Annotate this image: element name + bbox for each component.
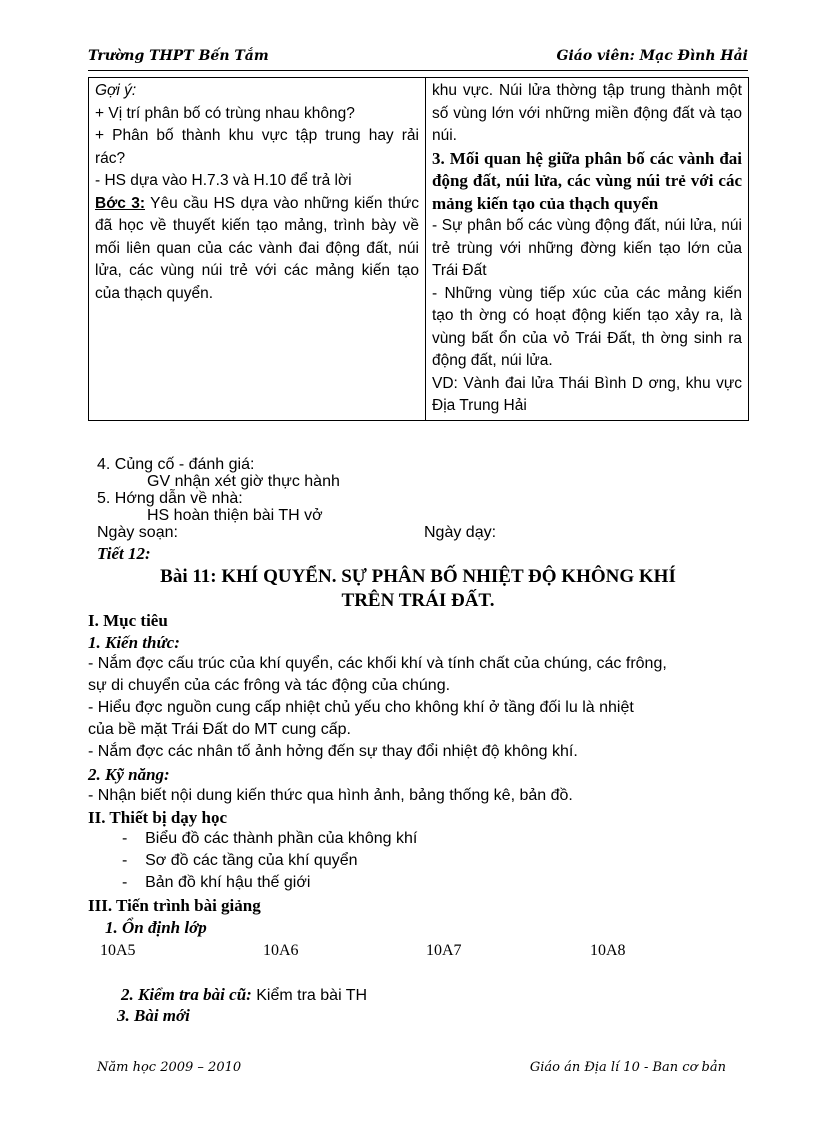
class-stabilization-heading: 1. Ổn định lớp bbox=[105, 918, 207, 937]
lesson-number: Bài 11: bbox=[160, 566, 217, 587]
content-paragraph: - Sự phân bố các vùng động đất, núi lửa, núi trẻ trùng với những đờng kiến tạo lớn của Trái Đất bbox=[432, 217, 742, 279]
consolidation-detail: GV nhận xét giờ thực hành bbox=[147, 473, 340, 490]
content-paragraph: - Những vùng tiếp xúc của các mảng kiến tạo th ờng có hoạt động kiến tạo xảy ra, là vùng bất ổn của vỏ Trái Đất, th ờng sinh ra động đất, núi lửa. bbox=[432, 284, 742, 369]
content-paragraph: khu vực. Núi lửa thờng tập trung thành một số vùng lớn với những miền động đất và tạo núi. bbox=[432, 82, 742, 144]
homework-heading: 5. Hớng dẫn về nhà: bbox=[97, 490, 243, 507]
class-label: 10A5 bbox=[100, 942, 136, 959]
teacher-name: Giáo viên: Mạc Đình Hải bbox=[556, 48, 748, 64]
date-prepared: Ngày soạn: bbox=[97, 524, 178, 541]
lesson-title-line1: KHÍ QUYỂN. SỰ PHÂN BỐ NHIỆT ĐỘ KHÔNG KHÍ bbox=[221, 566, 676, 587]
period-label: Tiết 12: bbox=[97, 544, 151, 563]
lesson-title bbox=[88, 566, 748, 588]
knowledge-item: của bề mặt Trái Đất do MT cung cấp. bbox=[88, 721, 351, 738]
hint-question: + Phân bố thành khu vực tập trung hay rải rác? bbox=[95, 127, 419, 167]
equipment-heading: II. Thiết bị dạy học bbox=[88, 808, 228, 827]
content-cell bbox=[426, 78, 749, 421]
review-text: Kiểm tra bài TH bbox=[251, 987, 368, 1004]
hint-instruction: - HS dựa vào H.7.3 và H.10 để trả lời bbox=[95, 172, 352, 189]
step-label: Bớc 3: bbox=[95, 194, 146, 212]
knowledge-heading: 1. Kiến thức: bbox=[88, 633, 180, 652]
activity-table bbox=[88, 77, 749, 421]
skills-heading: 2. Kỹ năng: bbox=[88, 765, 170, 784]
hint-label: Gợi ý: bbox=[95, 82, 137, 99]
school-name: Trường THPT Bến Tắm bbox=[88, 48, 269, 64]
equipment-item: - Sơ đồ các tầng của khí quyển bbox=[122, 852, 358, 869]
lesson-title-line2: TRÊN TRÁI ĐẤT. bbox=[341, 590, 495, 611]
review-label: 2. Kiểm tra bài cũ: bbox=[121, 985, 252, 1004]
homework-detail: HS hoàn thiện bài TH vở bbox=[147, 507, 323, 524]
step-text: Yêu cầu HS dựa vào những kiến thức đã học về thuyết kiến tạo mảng, trình bày về mối liên quan của các vành đai động đất, núi lửa, các vùng núi trẻ với các mảng kiến tạo của thạch quyển. bbox=[95, 194, 419, 302]
knowledge-item: - Nắm đợc các nhân tố ảnh hởng đến sự thay đổi nhiệt độ không khí. bbox=[88, 743, 578, 760]
knowledge-item: - Hiểu đợc nguồn cung cấp nhiệt chủ yếu cho không khí ở tầng đối lu là nhiệt bbox=[88, 699, 634, 716]
class-label: 10A7 bbox=[426, 942, 462, 959]
objectives-heading: I. Mục tiêu bbox=[88, 611, 168, 630]
skills-item: - Nhận biết nội dung kiến thức qua hình ảnh, bảng thống kê, bản đồ. bbox=[88, 787, 573, 804]
process-heading: III. Tiến trình bài giảng bbox=[88, 896, 261, 915]
date-taught: Ngày dạy: bbox=[424, 524, 497, 541]
equipment-item: - Biểu đồ các thành phần của không khí bbox=[122, 830, 418, 847]
step-paragraph bbox=[95, 193, 419, 306]
review-line bbox=[121, 985, 367, 1005]
header-divider bbox=[88, 70, 748, 71]
hint-question: + Vị trí phân bố có trùng nhau không? bbox=[95, 104, 355, 122]
content-paragraph: VD: Vành đai lửa Thái Bình D ơng, khu vực Địa Trung Hải bbox=[432, 374, 742, 414]
new-lesson-heading: 3. Bài mới bbox=[117, 1006, 190, 1025]
teacher-activity-cell bbox=[89, 78, 426, 421]
consolidation-heading: 4. Củng cố - đánh giá: bbox=[97, 456, 255, 473]
content-heading: 3. Mối quan hệ giữa phân bố các vành đai động đất, núi lửa, các vùng núi trẻ với các mảng kiến tạo của thạch quyển bbox=[432, 148, 742, 213]
footer-year: Năm học 2009 – 2010 bbox=[97, 1060, 242, 1075]
knowledge-item: - Nắm đợc cấu trúc của khí quyển, các khối khí và tính chất của chúng, các frông, bbox=[88, 655, 667, 672]
class-label: 10A6 bbox=[263, 942, 299, 959]
equipment-item: - Bản đồ khí hậu thế giới bbox=[122, 874, 311, 891]
footer-subject: Giáo án Địa lí 10 - Ban cơ bản bbox=[529, 1060, 726, 1075]
knowledge-item: sự di chuyển của các frông và tác động của chúng. bbox=[88, 677, 451, 694]
class-label: 10A8 bbox=[590, 942, 626, 959]
table-row bbox=[89, 78, 749, 421]
